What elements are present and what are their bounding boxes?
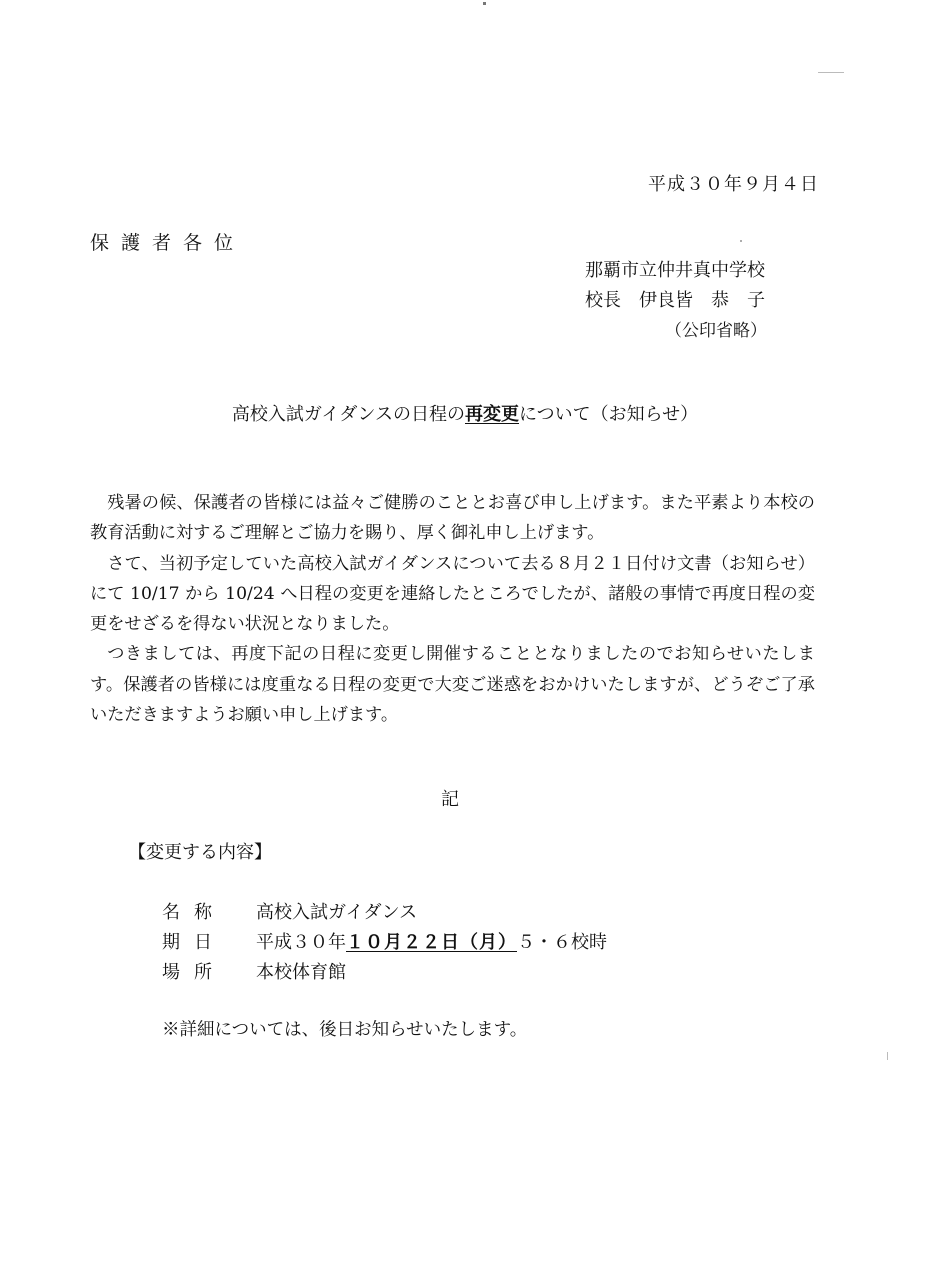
scan-speck <box>740 240 742 242</box>
scan-speck <box>818 72 844 73</box>
title-emphasis: 再変更 <box>465 404 519 425</box>
seal-note: （公印省略） <box>665 321 767 341</box>
body-paragraph-greeting: 残暑の候、保護者の皆様には益々ご健勝のこととお喜び申し上げます。また平素より本校の教育活動に対するご理解とご協力を賜り、厚く御礼申し上げます。 <box>90 493 815 544</box>
place-value: 本校体育館 <box>256 962 346 983</box>
date-emphasis: １０月２２日（月） <box>346 932 517 953</box>
scan-speck <box>483 2 486 5</box>
name-label: 名称 <box>162 902 226 923</box>
place-label: 場所 <box>162 962 226 983</box>
title-before: 高校入試ガイダンスの日程の <box>231 404 465 425</box>
issue-date: 平成３０年９月４日 <box>648 174 819 195</box>
section-heading: 【変更する内容】 <box>128 842 272 863</box>
date-suffix: ５・６校時 <box>517 932 607 953</box>
scan-speck <box>887 1052 888 1060</box>
school-name: 那覇市立仲井真中学校 <box>585 260 765 281</box>
date-value <box>256 928 607 954</box>
body-paragraph-announcement: つきましては、再度下記の日程に変更し開催することとなりましたのでお知らせいたします。保護者の皆様には度重なる日程の変更で大変ご迷惑をおかけいたしますが、どうぞご了承いただきますようお願い申し上げます。 <box>90 644 815 726</box>
footnote: ※詳細については、後日お知らせいたします。 <box>162 1020 528 1040</box>
name-value: 高校入試ガイダンス <box>256 902 418 923</box>
date-prefix: 平成３０年 <box>256 932 346 953</box>
letter-title <box>0 400 930 426</box>
ki-heading: 記 <box>441 789 459 810</box>
letter-body <box>90 488 815 730</box>
date-label: 期日 <box>162 932 226 953</box>
principal-name: 校長 伊良皆 恭 子 <box>585 290 765 311</box>
body-paragraph-background: さて、当初予定していた高校入試ガイダンスについて去る８月２１日付け文書（お知らせ）にて 10/17 から 10/24 へ日程の変更を連絡したところでしたが、諸般の事情で再度日程の変更をせざるを得ない状況となりました。 <box>90 553 815 635</box>
title-after: について（お知らせ） <box>519 404 699 425</box>
recipient-line: 保護者各位 <box>90 232 246 254</box>
